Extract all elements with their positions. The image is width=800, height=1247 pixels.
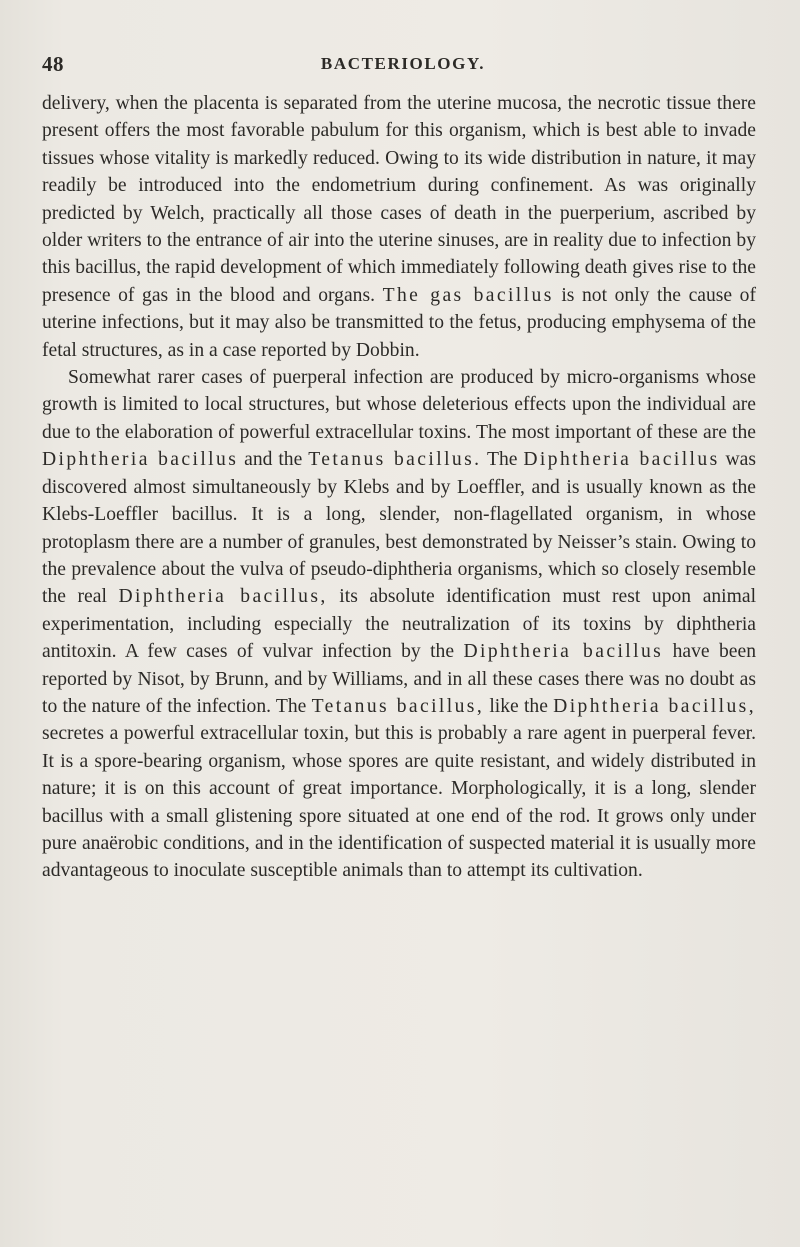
paragraph [42, 90, 756, 364]
text-segment: delivery, when the placenta is separated from the uterine mucosa, the necrotic tissue there present offers the most favorable pabulum for this organism, which is best able to invade tissues whose vitality is markedly reduced. Owing to its wide distribution in nature, it may readily be introduced into the endometrium during confinement. As was originally predicted by Welch, practically all those cases of death in the puerperium, ascribed by older writers to the entrance of air into the uterine sinuses, are in reality due to infection by this bacillus, the rapid development of which immediately following death gives rise to the presence of gas in the blood and organs. [42, 93, 756, 306]
text-segment: is not only the cause of uterine infections, but it may also be transmitted to the fetus, producing emphysema of the fetal structures, as in a case reported by Dobbin. [42, 284, 757, 361]
organism-name-text: Tetanus bacillus, [311, 695, 485, 717]
organism-name-text: The gas bacillus [382, 284, 554, 306]
paragraph [42, 364, 756, 885]
organism-name-text: Diphtheria bacillus, [118, 586, 328, 608]
organism-name-text: Diphtheria bacillus, [553, 695, 756, 717]
text-segment: secretes a powerful extracellular toxin, but this is probably a rare agent in puerperal fever. It is a spore-bearing organism, whose spores are quite resistant, and widely distributed in nature; it is on this account of great importance. Morphologically, it is a long, slender bacillus with a small glistening spore situated at one end of the rod. It grows only under pure anaërobic conditions, and in the identification of suspected material it is usually more advantageous to inoculate susceptible animals than to attempt its cultivation. [42, 723, 756, 882]
text-segment: its absolute identification must rest upon animal experimentation, including especially the neutralization of its toxins by diphtheria antitoxin. A few cases of vulvar infection by the [42, 586, 757, 663]
running-title: BACTERIOLOGY. [320, 54, 486, 73]
organism-name-text: Tetanus bacillus. [308, 449, 482, 471]
text-segment: The [481, 449, 524, 471]
text-segment: have been reported by Nisot, by Brunn, and by Williams, and in all these cases there was no doubt as to the nature of the infection. The [42, 641, 756, 717]
text-segment: Somewhat rarer cases of puerperal infection are produced by micro-organisms whose growth is limited to local structures, but whose deleterious effects upon the individual are due to the elaboration of powerful extracellular toxins. The most important of these are the [42, 367, 756, 443]
body-text [42, 90, 756, 885]
text-segment: like the [484, 695, 554, 717]
organism-name-text: Diphtheria bacillus [463, 641, 664, 663]
text-segment: and the [238, 449, 309, 471]
organism-name-text: Diphtheria bacillus [523, 449, 720, 471]
page-number: 48 [42, 52, 64, 76]
organism-name-text: Diphtheria bacillus [42, 449, 239, 471]
text-segment: was discovered almost simultaneously by Klebs and by Loeffler, and is usually known as the Klebs-Loeffler bacillus. It is a long, slender, non-flagellated organism, in whose protoplasm there are a number of granules, best demonstrated by Neisser’s stain. Owing to the prevalence about the vulva of pseudo-diphtheria organisms, which so closely resemble the real [42, 449, 757, 608]
page-header [42, 52, 760, 76]
